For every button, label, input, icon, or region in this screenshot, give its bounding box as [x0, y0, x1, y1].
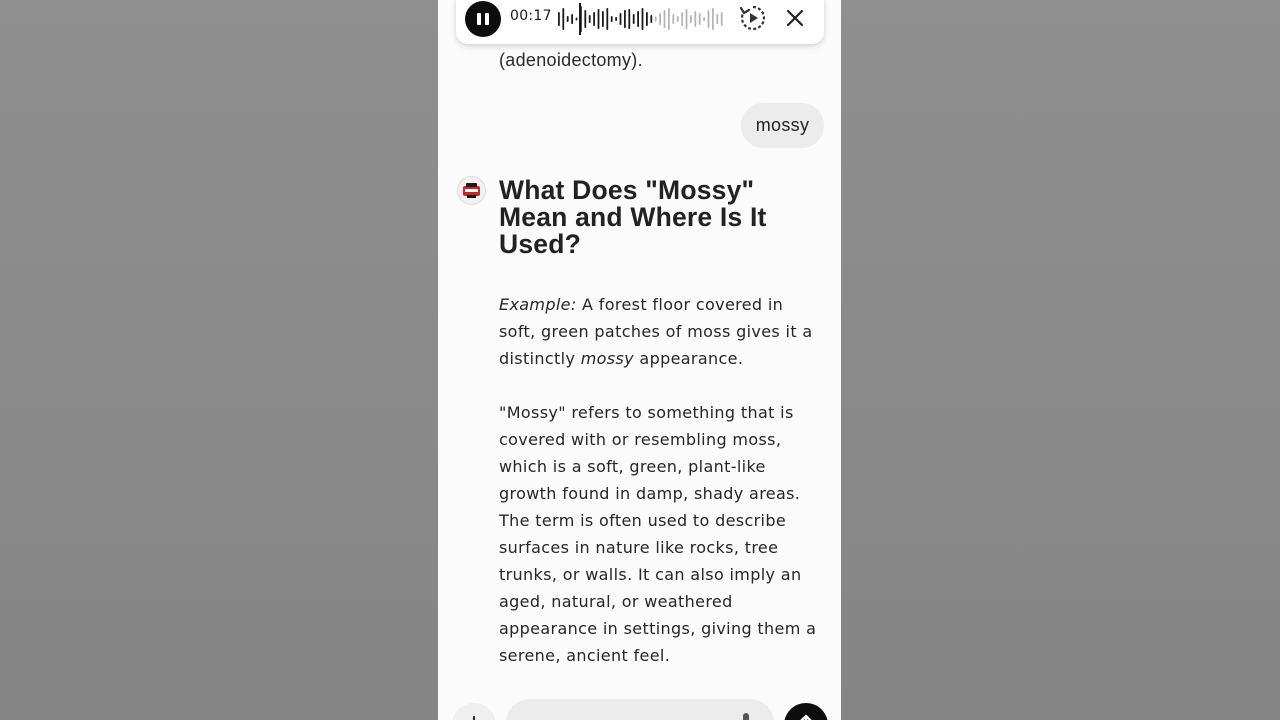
waveform-bar: [708, 10, 710, 28]
previous-message-tail: (adenoidectomy).: [499, 50, 643, 70]
pause-icon: [477, 13, 481, 25]
waveform-bar: [558, 12, 560, 26]
waveform-bar: [624, 10, 626, 28]
waveform-bar: [576, 18, 578, 21]
answer-definition: "Mossy" refers to something that is covered with or resembling moss, which is a soft, green, plant-like growth found in damp, shady areas. The term is often used to describe surfaces in nature like rocks, tree trunks, or walls. It can also imply an aged, natural, or weathered appearance in settings, giving them a serene, ancient feel.: [499, 403, 817, 665]
voice-playback-bar: [456, 0, 824, 44]
waveform-scrubber[interactable]: [556, 3, 726, 35]
example-emphasis: mossy: [580, 349, 634, 368]
user-message-bubble: mossy: [741, 103, 824, 148]
waveform-bar: [637, 11, 639, 27]
waveform-bar: [567, 16, 569, 22]
waveform-bar: [721, 12, 723, 26]
waveform-bar: [620, 13, 622, 25]
waveform-bar: [668, 8, 670, 30]
pause-button[interactable]: [465, 1, 501, 37]
waveform-bar: [606, 8, 608, 30]
waveform-bar: [589, 15, 591, 23]
waveform-bar: [690, 15, 692, 23]
example-label: Example:: [499, 295, 577, 314]
waveform-bar: [664, 10, 666, 28]
waveform-bar: [686, 9, 688, 29]
waveform-bar: [584, 10, 586, 28]
waveform-bar: [677, 16, 679, 22]
example-text-part-2: appearance.: [633, 349, 744, 368]
waveform-bar: [593, 12, 595, 26]
waveform-bar: [646, 12, 648, 26]
waveform-bar: [628, 9, 630, 29]
answer-example: [499, 291, 819, 372]
assistant-avatar-icon: [458, 177, 485, 204]
backdrop-left: [0, 0, 438, 720]
playback-timer: 00:17: [510, 8, 552, 24]
waveform-bar: [716, 14, 718, 24]
pause-icon-bar: [485, 13, 489, 25]
waveform-bar: [611, 16, 613, 22]
example-text-part-1: A forest floor covered in soft, green patches of moss gives it a distinctly: [499, 295, 813, 368]
attach-button[interactable]: [452, 703, 496, 720]
message-input[interactable]: [506, 699, 774, 720]
replay-icon[interactable]: [738, 3, 768, 33]
waveform-bar: [602, 11, 604, 27]
waveform-bar: [642, 8, 644, 30]
waveform-bar: [672, 14, 674, 24]
close-icon[interactable]: [782, 5, 808, 31]
waveform-bar: [712, 8, 714, 30]
chat-screen: [438, 0, 841, 720]
waveform-bar: [633, 14, 635, 24]
send-icon: [784, 703, 828, 720]
waveform-bar: [659, 13, 661, 25]
waveform-bar: [562, 8, 564, 30]
mic-icon[interactable]: [740, 713, 752, 720]
assistant-answer: [499, 177, 819, 669]
answer-title: What Does "Mossy" Mean and Where Is It Used?: [499, 175, 767, 259]
assistant-avatar: [457, 176, 486, 205]
waveform-bar: [655, 17, 657, 22]
send-button[interactable]: [784, 703, 828, 720]
waveform-bar: [694, 11, 696, 27]
plus-icon: [452, 703, 496, 720]
waveform-bar: [571, 14, 573, 24]
waveform-bar: [650, 15, 652, 23]
waveform-bar: [615, 17, 617, 21]
waveform-bar: [598, 9, 600, 29]
waveform-bar: [699, 13, 701, 25]
backdrop-right: [841, 0, 1280, 720]
waveform-bar: [681, 12, 683, 26]
waveform-playhead[interactable]: [579, 3, 581, 35]
waveform-bar: [703, 17, 705, 21]
